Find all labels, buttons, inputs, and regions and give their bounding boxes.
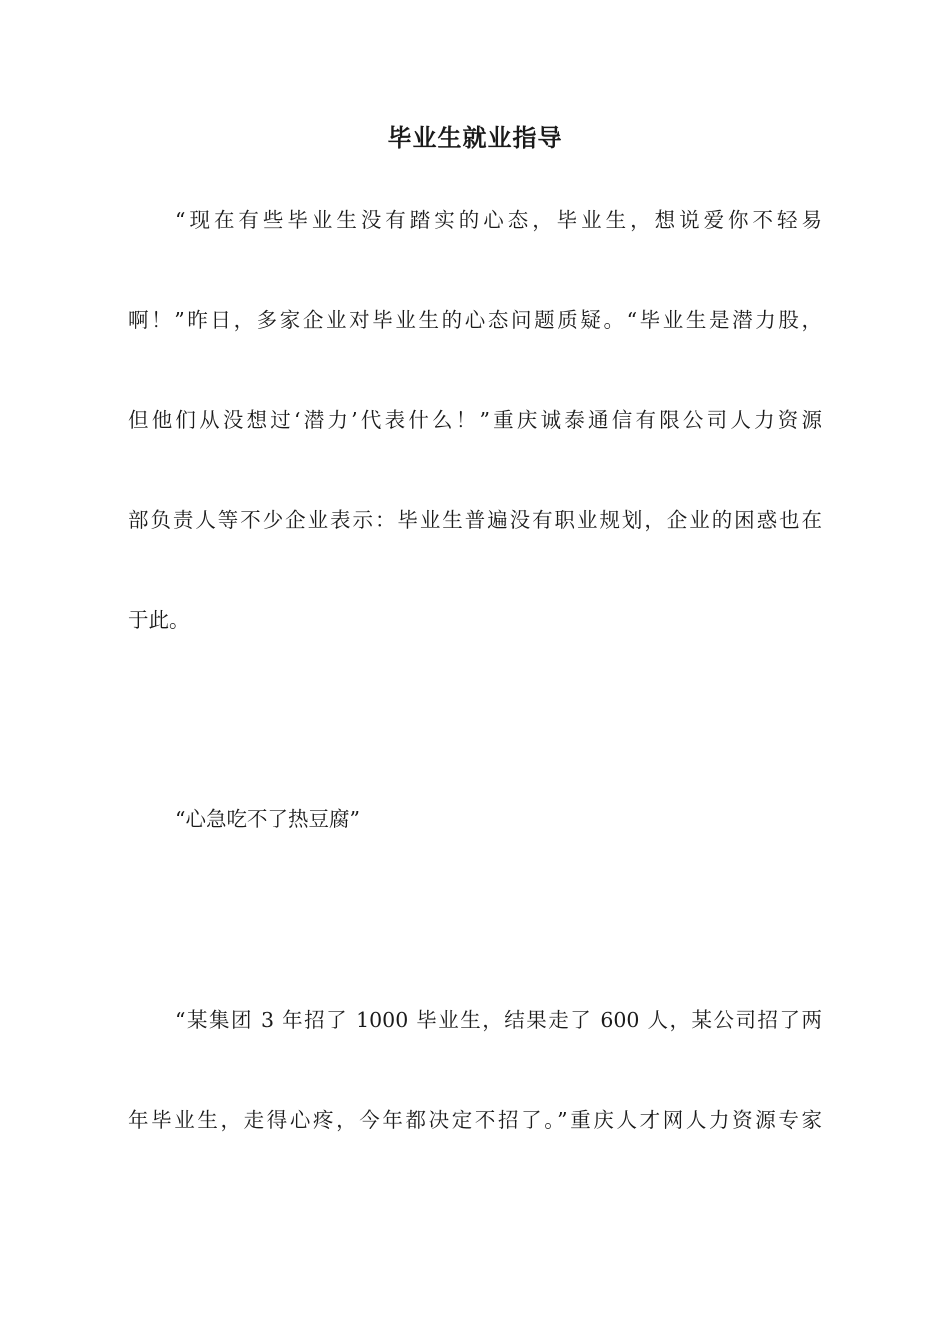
paragraph-1-line-5: 于此。 [128,608,190,632]
paragraph-1-line-3: 但他们从没想过‘潜力’代表什么！”重庆诚泰通信有限公司人力资源 [128,408,822,432]
paragraph-1-line-4: 部负责人等不少企业表示：毕业生普遍没有职业规划，企业的困惑也在 [128,508,822,532]
document-title: 毕业生就业指导 [387,124,563,152]
paragraph-1-line-2: 啊！”昨日，多家企业对毕业生的心态问题质疑。“毕业生是潜力股， [128,308,822,332]
paragraph-1-line-1: “现在有些毕业生没有踏实的心态，毕业生，想说爱你不轻易 [175,208,822,232]
paragraph-2-line-2: 年毕业生，走得心疼，今年都决定不招了。”重庆人才网人力资源专家 [128,1108,822,1132]
section-heading: “心急吃不了热豆腐” [175,807,360,831]
paragraph-2-line-1: “某集团 3 年招了 1000 毕业生，结果走了 600 人，某公司招了两 [175,1008,822,1032]
